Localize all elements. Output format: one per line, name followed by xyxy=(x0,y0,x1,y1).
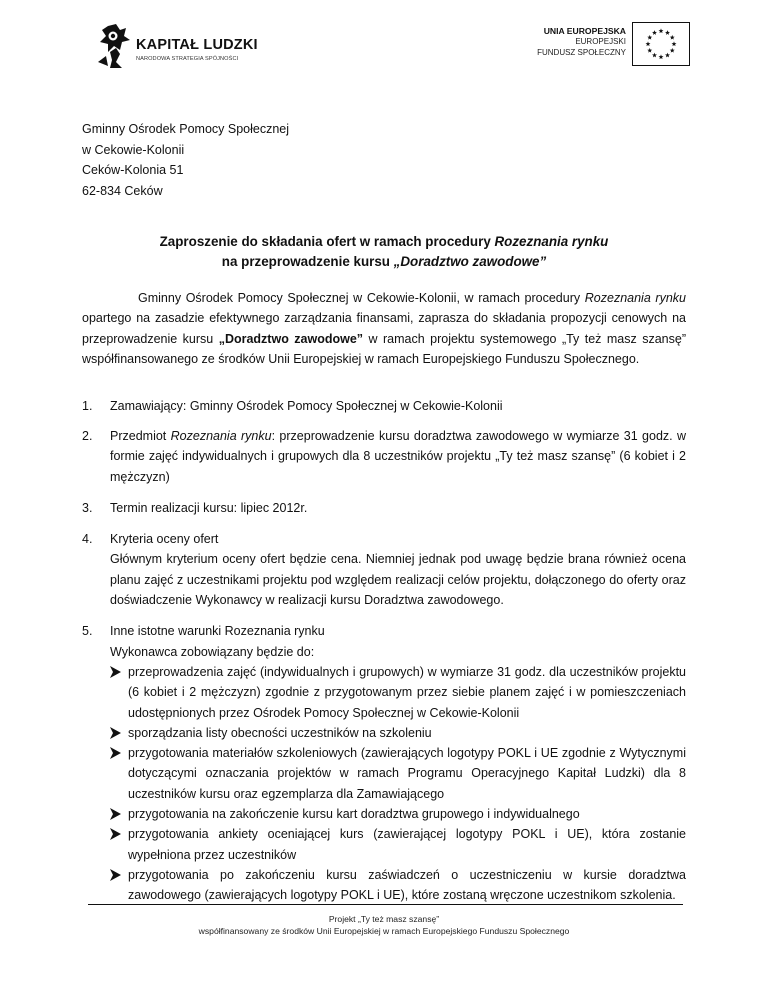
eu-star-icon xyxy=(647,48,652,53)
arrow-bullet-icon xyxy=(110,828,121,840)
intro-text: w ramach projektu systemowego „Ty też masz szansę” współfinansowanego ze środków Unii Europejskiej w ramach Europejskiego Funduszu Społecznego. xyxy=(82,331,686,366)
bullet-text: przygotowania ankiety oceniającej kurs (zawierającej logotypy POKL i UE), która zostanie wypełniona przez uczestników xyxy=(128,827,686,862)
list-item-text: Głównym kryterium oceny ofert będzie cena. Niemniej jednak pod uwagę będzie brana również ocena planu zajęć z uczestnikami projektu pod względem realizacji celów projektu, dołączonego do oferty oraz doświadczenie Wykonawcy w realizacji kursu Doradztwa zawodowego. xyxy=(110,552,686,608)
bullet-item xyxy=(110,662,686,723)
ue-line3: FUNDUSZ SPOŁECZNY xyxy=(537,47,626,57)
ue-line2: EUROPEJSKI xyxy=(575,37,626,46)
title-line-1 xyxy=(82,232,686,252)
eu-star-icon xyxy=(665,53,670,58)
eu-star-icon xyxy=(652,53,657,58)
eu-star-icon xyxy=(646,41,651,46)
list-number: 5. xyxy=(82,624,93,639)
bullet-text: przeprowadzenia zajęć (indywidualnych i grupowych) w wymiarze 31 godz. dla uczestników projektu (6 kobiet i 2 mężczyzn) zgodnie z przygotowanym przez siebie planem zajęć i w pomieszczeniach udostępnionych przez Ośrodek Pomocy Społecznej w Cekowie-Kolonii xyxy=(128,664,686,720)
intro-paragraph xyxy=(82,288,686,369)
eu-star-icon xyxy=(659,28,664,33)
eu-star-icon xyxy=(670,48,675,53)
kapital-ludzki-title: KAPITAŁ LUDZKI xyxy=(136,37,258,53)
list-item-text: Przedmiot xyxy=(110,429,171,443)
intro-text: opartego na zasadzie efektywnego zarządzania finansami, zaprasza do składania propozycji cenowych na przeprowadzenie kursu xyxy=(82,311,686,346)
title-italic: „Doradztwo zawodowe” xyxy=(393,254,547,269)
list-number: 1. xyxy=(82,399,93,413)
kapital-ludzki-subtitle: NARODOWA STRATEGIA SPÓJNOŚCI xyxy=(136,56,239,62)
bullet-item xyxy=(110,723,686,743)
bullet-text: przygotowania materiałów szkoleniowych (zawierających logotypy POKL i UE zgodnie z Wytycznymi dotyczącymi oznaczania projektów w ramach Programu Operacyjnego Kapitał Ludzki) dla 8 uczestników kursu oraz egzemplarza dla Zamawiającego xyxy=(128,746,686,801)
bullet-item xyxy=(110,824,686,865)
bullet-item xyxy=(110,865,686,906)
list-number: 2. xyxy=(82,429,93,443)
numbered-list xyxy=(82,396,686,906)
list-item-text: Zamawiający: Gminny Ośrodek Pomocy Społecznej w Cekowie-Kolonii xyxy=(110,399,503,413)
document-title xyxy=(82,232,686,272)
intro-text: Gminny Ośrodek Pomocy Społecznej w Cekowie-Kolonii, w ramach procedury xyxy=(138,291,585,305)
arrow-bullet-icon xyxy=(110,808,121,820)
eu-star-icon xyxy=(665,30,670,35)
eu-star-icon xyxy=(659,54,664,59)
list-item-text: Termin realizacji kursu: lipiec 2012r. xyxy=(110,500,308,515)
footer-line-2: współfinansowany ze środków Unii Europejskiej w ramach Europejskiego Funduszu Społecznego xyxy=(198,926,570,936)
ue-line1: UNIA EUROPEJSKA xyxy=(543,26,626,36)
bullet-text: przygotowania po zakończeniu kursu zaświadczeń o uczestniczeniu w kursie doradztwa zawodowego (zawierających logotypy POKL i UE), które zostaną wręczone uczestnikom szkolenia. xyxy=(128,867,686,903)
title-line-2 xyxy=(82,252,686,272)
unia-europejska-logo xyxy=(520,22,690,70)
list-item xyxy=(82,498,686,518)
list-item xyxy=(82,529,686,610)
kapital-ludzki-emblem-icon xyxy=(96,22,134,70)
bullet-text: sporządzania listy obecności uczestników na szkoleniu xyxy=(128,725,432,740)
page-footer xyxy=(82,913,686,937)
list-item-italic: Rozeznania rynku xyxy=(170,429,272,443)
bullet-text: przygotowania na zakończenie kursu kart doradztwa grupowego i indywidualnego xyxy=(128,807,580,822)
title-text: na przeprowadzenie kursu xyxy=(221,254,394,269)
intro-italic: Rozeznania rynku xyxy=(584,291,686,305)
intro-bold: „Doradztwo zawodowe” xyxy=(218,331,364,346)
arrow-bullet-icon xyxy=(110,747,121,759)
eu-star-icon xyxy=(672,41,677,46)
kapital-ludzki-logo xyxy=(96,22,266,70)
arrow-bullet-icon xyxy=(110,727,121,739)
title-text: Zaproszenie do składania ofert w ramach procedury xyxy=(159,234,495,249)
address-line: Gminny Ośrodek Pomocy Społecznej xyxy=(82,122,290,136)
list-number: 3. xyxy=(82,500,93,515)
list-item xyxy=(82,621,686,905)
eu-star-icon xyxy=(647,35,652,40)
list-item-heading: Inne istotne warunki Rozeznania rynku xyxy=(110,624,325,639)
bullet-item xyxy=(110,743,686,804)
footer-divider xyxy=(88,904,683,905)
list-item-heading: Kryteria oceny ofert xyxy=(110,532,219,547)
address-line: Ceków-Kolonia 51 xyxy=(82,163,184,177)
list-number: 4. xyxy=(82,532,93,547)
eu-star-icon xyxy=(652,30,657,35)
bullet-list xyxy=(110,662,686,906)
title-italic: Rozeznania rynku xyxy=(494,234,609,249)
list-item-intro: Wykonawca zobowiązany będzie do: xyxy=(110,644,315,659)
eu-flag-icon xyxy=(632,22,690,66)
bullet-item xyxy=(110,804,686,824)
list-item xyxy=(82,426,686,487)
footer-line-1: Projekt „Ty też masz szansę” xyxy=(328,914,440,924)
ue-logo-text xyxy=(537,26,626,58)
arrow-bullet-icon xyxy=(110,666,121,678)
list-item xyxy=(82,396,686,416)
arrow-bullet-icon xyxy=(110,869,121,881)
list-item-text: : przeprowadzenie kursu doradztwa zawodowego w wymiarze 31 godz. w formie zajęć indywidualnych i grupowych dla 8 uczestników projektu „Ty też masz szansę” (6 kobiet i 2 mężczyzn) xyxy=(110,429,687,484)
address-line: w Cekowie-Kolonii xyxy=(82,142,185,157)
sender-address xyxy=(82,119,289,201)
address-line: 62-834 Ceków xyxy=(82,183,163,198)
eu-star-icon xyxy=(670,35,675,40)
